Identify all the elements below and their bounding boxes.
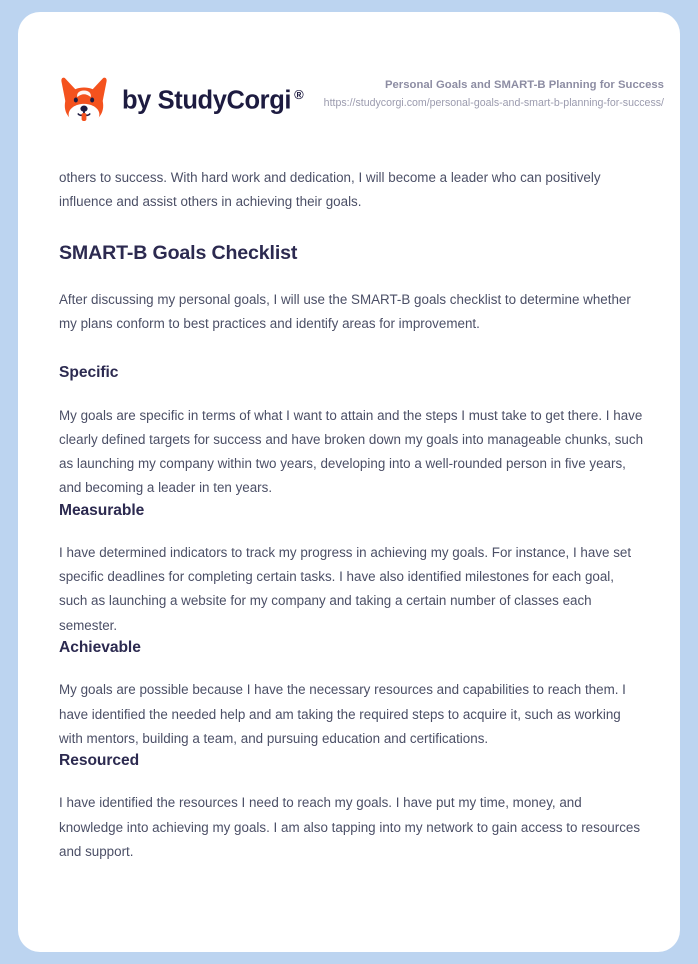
document-body [18,166,680,864]
subsection-heading-specific: Specific [59,364,119,382]
brand-wordmark [122,88,303,114]
document-header [18,12,680,126]
brand-logo-block [60,76,303,126]
brand-wordmark-text: by StudyCorgi [122,86,292,115]
intro-paragraph: others to success. With hard work and dedication, I will become a leader who can positively influence and assist others in achieving their goals. [59,170,601,210]
subsection-specific [59,363,644,500]
section-intro-paragraph: After discussing my personal goals, I will use the SMART-B goals checklist to determine whether my plans conform to best practices and identify areas for improvement. [59,291,631,332]
document-page-card [18,12,680,952]
registered-trademark-icon: ® [294,87,304,102]
subsection-body-achievable: My goals are possible because I have the necessary resources and capabilities to reach them. I have identified the needed help and am taking the required steps to acquire it, such as working with mentors, building a team, and pursuing education and certifications. [59,682,626,746]
subsection-achievable [59,638,644,751]
document-title: Personal Goals and SMART-B Planning for Success [384,79,664,91]
subsection-resourced [59,751,644,864]
subsection-body-resourced: I have identified the resources I need to reach my goals. I have put my time, money, and knowledge into achieving my goals. I am also tapping into my network to gain access to resources and support. [59,795,641,859]
corgi-head-icon [60,76,108,126]
section-heading-smart-b-goals-checklist: SMART-B Goals Checklist [59,242,298,265]
subsection-heading-resourced: Resourced [59,751,140,769]
subsection-heading-measurable: Measurable [59,501,145,519]
subsection-body-specific: My goals are specific in terms of what I want to attain and the steps I must take to get there. I have clearly defined targets for success and have broken down my goals into manageable chunks, such as launching my company within two years, developing into a well-rounded person in five years, and becoming a leader in ten years. [59,407,644,496]
subsection-body-measurable: I have determined indicators to track my progress in achieving my goals. For instance, I have set specific deadlines for completing certain tasks. I have also identified milestones for each goal, such as launching a website for my company and taking a certain number of classes each semester. [59,545,632,633]
document-source-url: https://studycorgi.com/personal-goals-and-smart-b-planning-for-success/ [323,97,664,110]
header-meta-block [324,74,664,111]
subsection-heading-achievable: Achievable [59,638,141,656]
subsection-measurable [59,501,644,638]
